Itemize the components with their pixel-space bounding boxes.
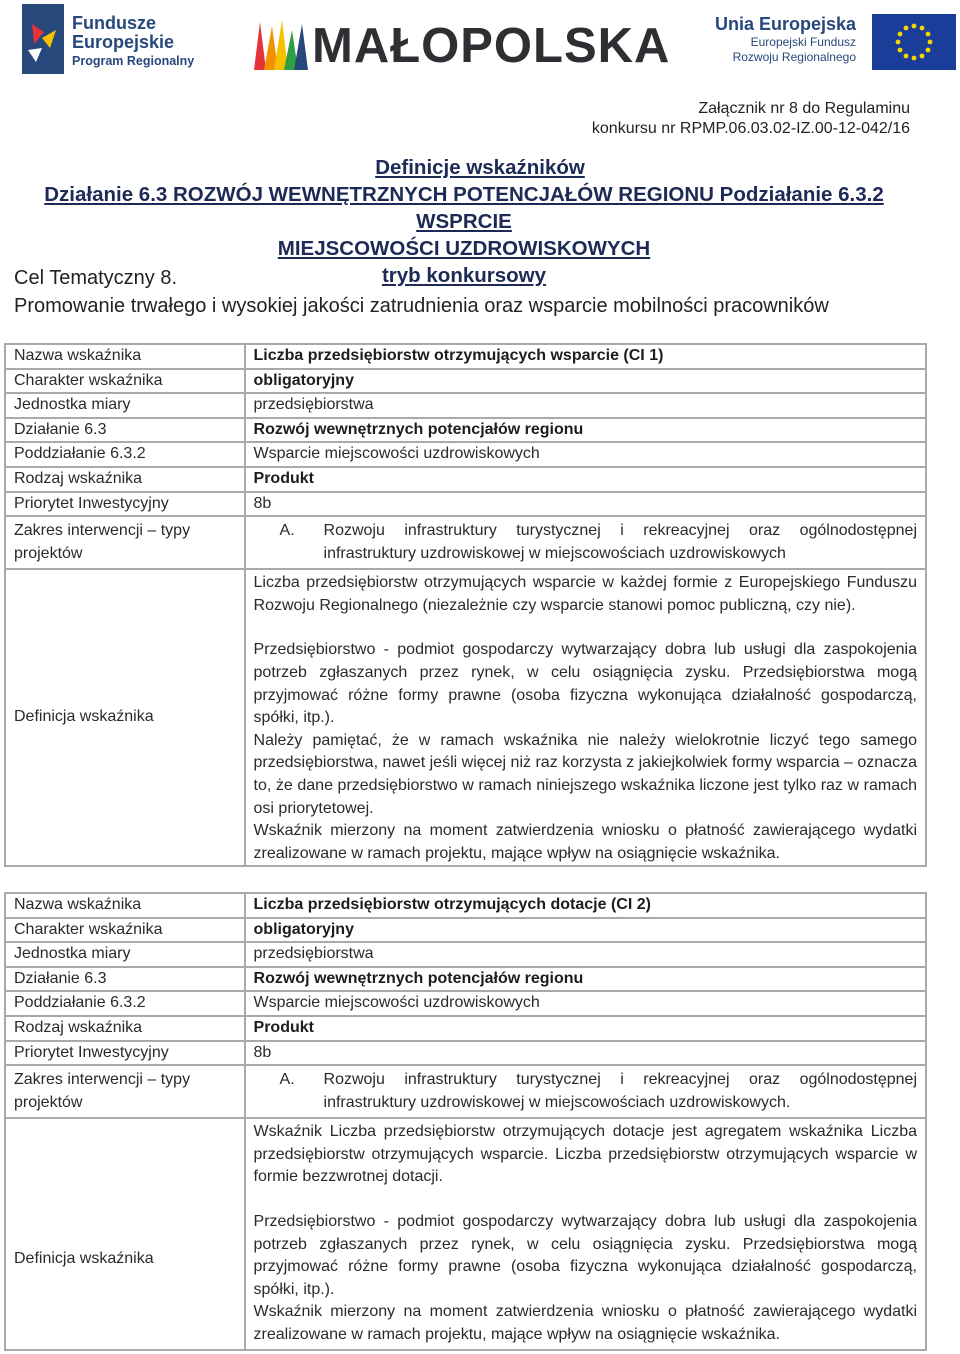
definition-paragraph: Wskaźnik mierzony na moment zatwierdzenia wniosku o płatność zawierającego wydatki zrealizowane w ramach projektu, mające wpływ na osiągnięcie wskaźnika. (253, 1303, 917, 1343)
label-action: Działanie 6.3 (5, 418, 245, 443)
indicator-table-2 (4, 892, 927, 1351)
table-row (5, 1118, 926, 1350)
value-priority: 8b (245, 492, 926, 517)
value-definition (245, 1118, 926, 1350)
value-scope (245, 1065, 926, 1118)
label-definition: Definicja wskaźnika (5, 1118, 245, 1350)
subtitle-line2: MIEJSCOWOŚCI UZDROWISKOWYCH (277, 237, 651, 260)
funds-logo-line3: Program Regionalny (72, 54, 195, 68)
value-action: Rozwój wewnętrznych potencjałów regionu (245, 967, 926, 992)
value-name: Liczba przedsiębiorstw otrzymujących dotacje (CI 2) (245, 893, 926, 918)
value-subaction: Wsparcie miejscowości uzdrowiskowych (245, 442, 926, 467)
table-row (5, 1041, 926, 1066)
eu-logo (714, 14, 954, 74)
table-row (5, 344, 926, 369)
table-row (5, 1065, 926, 1118)
eu-logo-line3: Rozwoju Regionalnego (732, 50, 856, 64)
eu-flag-icon (872, 14, 956, 70)
malopolska-mountain-icon (252, 16, 308, 70)
label-scope: Zakres interwencji – typy projektów (5, 1065, 245, 1118)
scope-letter: A. (279, 522, 295, 540)
label-priority: Priorytet Inwestycyjny (5, 1041, 245, 1066)
table-row (5, 967, 926, 992)
value-action: Rozwój wewnętrznych potencjałów regionu (245, 418, 926, 443)
label-definition: Definicja wskaźnika (5, 569, 245, 866)
table-row (5, 516, 926, 569)
annex-note (592, 99, 910, 139)
table-row (5, 492, 926, 517)
label-subaction: Poddziałanie 6.3.2 (5, 442, 245, 467)
label-type: Rodzaj wskaźnika (5, 467, 245, 492)
annex-line2: konkursu nr RPMP.06.03.02-IZ.00-12-042/16 (591, 120, 910, 137)
value-scope (245, 516, 926, 569)
funds-logo-line2: Europejskie (72, 32, 175, 52)
indicator-table-1 (4, 343, 927, 867)
goal-line1: Cel Tematyczny 8. (14, 267, 178, 289)
definition-paragraph: Przedsiębiorstwo - podmiot gospodarczy wytwarzający dobra lub usługi dla zaspokojenia potrzeb zgłaszanych przez rynek, w celu osiągnięcia zysku. Przedsiębiorstwa mogą przyjmować różne formy prawne (osoba fizyczna wykonująca działalność gospodarczą, spółki, itp.). (253, 1212, 917, 1298)
scope-text: Rozwoju infrastruktury turystycznej i rekreacyjnej oraz ogólnodostępnej infrastruktury uzdrowiskowej w miejscowościach uzdrowiskowych. (323, 1071, 917, 1111)
subtitle-line1: Działanie 6.3 ROZWÓJ WEWNĘTRZNYCH POTENCJAŁÓW REGIONU Podziałanie 6.3.2 WSPRCIE (44, 183, 884, 233)
eu-logo-line1: Unia Europejska (714, 14, 856, 34)
label-character: Charakter wskaźnika (5, 918, 245, 943)
label-action: Działanie 6.3 (5, 967, 245, 992)
annex-line1: Załącznik nr 8 do Regulaminu (698, 100, 910, 117)
table-row (5, 893, 926, 918)
definition-paragraph: Liczba przedsiębiorstw otrzymujących wsparcie w każdej formie z Europejskiego Funduszu Rozwoju Regionalnego (niezależnie czy wsparcie stanowi pomoc publiczną, czy nie). (253, 574, 917, 614)
label-character: Charakter wskaźnika (5, 369, 245, 394)
page-title (0, 154, 960, 181)
malopolska-wordmark: MAŁOPOLSKA (312, 19, 671, 73)
logo-bar (0, 0, 960, 80)
label-subaction: Poddziałanie 6.3.2 (5, 991, 245, 1016)
funds-logo-line1: Fundusze (72, 13, 156, 33)
table-row (5, 942, 926, 967)
malopolska-logo (252, 14, 671, 74)
label-scope: Zakres interwencji – typy projektów (5, 516, 245, 569)
label-name: Nazwa wskaźnika (5, 344, 245, 369)
table-row (5, 418, 926, 443)
label-priority: Priorytet Inwestycyjny (5, 492, 245, 517)
table-row (5, 467, 926, 492)
table-row (5, 918, 926, 943)
thematic-goal (14, 264, 829, 320)
definition-paragraph: Przedsiębiorstwo - podmiot gospodarczy wytwarzający dobra lub usługi dla zaspokojenia potrzeb zgłaszanych przez rynek, w celu osiągnięcia zysku. Przedsiębiorstwa mogą przyjmować różne formy prawne (osoba fizyczna wykonująca działalność gospodarczą, spółki, itp.). (253, 641, 917, 727)
scope-letter: A. (279, 1071, 295, 1089)
value-definition (245, 569, 926, 866)
label-unit: Jednostka miary (5, 393, 245, 418)
table-row (5, 442, 926, 467)
value-type: Produkt (245, 1016, 926, 1041)
table-row (5, 569, 926, 866)
goal-line2: Promowanie trwałego i wysokiej jakości zatrudnienia oraz wsparcie mobilności pracowników (14, 295, 829, 317)
definition-paragraph: Należy pamiętać, że w ramach wskaźnika nie należy wielokrotnie liczyć tego samego przedsiębiorstwa, nawet jeśli więcej niż raz korzysta z jakiejkolwiek formy wsparcia – oznacza to, że dane przedsiębiorstwo w ramach niniejszego wskaźnika liczone jest tylko raz w ramach osi priorytetowej. (253, 731, 917, 817)
table-row (5, 991, 926, 1016)
funds-star-icon (22, 4, 64, 74)
definition-paragraph: Wskaźnik Liczba przedsiębiorstw otrzymujących dotacje jest agregatem wskaźnika Liczba przedsiębiorstw otrzymujących wsparcie. Liczba przedsiębiorstw otrzymujących wsparcie w formie bezzwrotnej dotacji. (253, 1123, 917, 1186)
value-name: Liczba przedsiębiorstw otrzymujących wsparcie (CI 1) (245, 344, 926, 369)
table-row (5, 369, 926, 394)
subtitle-line3: tryb konkursowy (381, 264, 547, 287)
value-unit: przedsiębiorstwa (245, 942, 926, 967)
value-character: obligatoryjny (245, 918, 926, 943)
label-unit: Jednostka miary (5, 942, 245, 967)
value-priority: 8b (245, 1041, 926, 1066)
eu-logo-line2: Europejski Fundusz (750, 35, 856, 49)
value-character: obligatoryjny (245, 369, 926, 394)
table-row (5, 1016, 926, 1041)
label-type: Rodzaj wskaźnika (5, 1016, 245, 1041)
scope-text: Rozwoju infrastruktury turystycznej i rekreacyjnej oraz ogólnodostępnej infrastruktury uzdrowiskowej w miejscowościach uzdrowiskowych (323, 522, 917, 562)
label-name: Nazwa wskaźnika (5, 893, 245, 918)
page-title-text: Definicje wskaźników (375, 156, 585, 179)
funds-logo (22, 4, 222, 74)
value-type: Produkt (245, 467, 926, 492)
table-row (5, 393, 926, 418)
definition-paragraph: Wskaźnik mierzony na moment zatwierdzenia wniosku o płatność zawierającego wydatki zrealizowane w ramach projektu, mające wpływ na osiągnięcie wskaźnika. (253, 822, 917, 862)
value-subaction: Wsparcie miejscowości uzdrowiskowych (245, 991, 926, 1016)
value-unit: przedsiębiorstwa (245, 393, 926, 418)
